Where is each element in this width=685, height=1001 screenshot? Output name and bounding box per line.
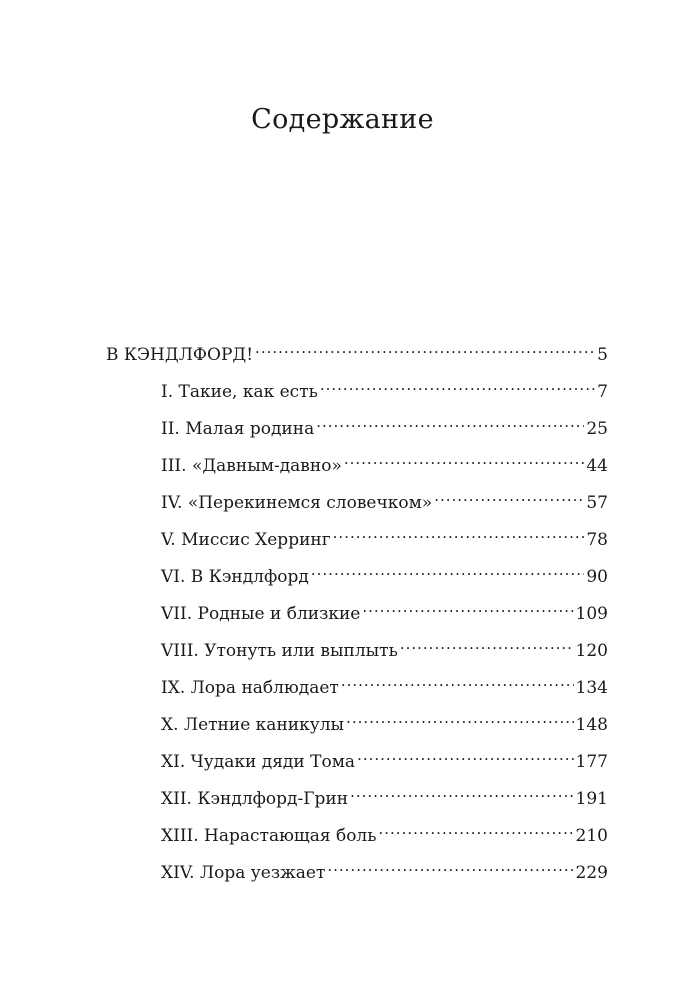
- toc-entry-title: I. Такие, как есть: [161, 382, 318, 402]
- dot-leader: [379, 819, 574, 841]
- dot-leader: [327, 856, 573, 878]
- toc-entry-page: 148: [575, 715, 608, 735]
- toc-entry-page: 120: [575, 641, 608, 661]
- toc-entry[interactable]: [161, 819, 608, 847]
- toc-entry-title: VII. Родные и близкие: [161, 604, 361, 624]
- toc-entry[interactable]: [161, 782, 608, 810]
- toc-entry-page: 90: [586, 567, 608, 587]
- page-title: Содержание: [251, 104, 434, 135]
- dot-leader: [316, 412, 584, 434]
- dot-leader: [344, 449, 585, 471]
- toc-entry-title: XI. Чудаки дяди Тома: [161, 752, 356, 772]
- toc-entry[interactable]: [161, 745, 608, 773]
- toc-entry[interactable]: [161, 560, 608, 588]
- dot-leader: [346, 708, 573, 730]
- dot-leader: [341, 671, 574, 693]
- toc-entry[interactable]: [161, 708, 608, 736]
- toc-entry[interactable]: [161, 671, 608, 699]
- toc-entry-title: VI. В Кэндлфорд: [161, 567, 309, 587]
- toc-entry-title: XIII. Нарастающая боль: [161, 826, 377, 846]
- toc-entry-title: IX. Лора наблюдает: [161, 678, 339, 698]
- dot-leader: [311, 560, 584, 582]
- toc-entry[interactable]: [161, 597, 608, 625]
- toc-entry-page: 109: [575, 604, 608, 624]
- dot-leader: [362, 597, 573, 619]
- dot-leader: [434, 486, 584, 508]
- toc-entry-title: IV. «Перекинемся словечком»: [161, 493, 433, 513]
- toc-entry-page: 134: [575, 678, 608, 698]
- toc-entry[interactable]: [161, 856, 608, 884]
- toc-entry-page: 78: [586, 530, 608, 550]
- dot-leader: [333, 523, 585, 545]
- toc-entry-title: XII. Кэндлфорд-Грин: [161, 789, 349, 809]
- toc-entry-title: V. Миссис Херринг: [161, 530, 331, 550]
- toc-entry[interactable]: [161, 449, 608, 477]
- toc-entry-page: 177: [575, 752, 608, 772]
- toc-entry-title: III. «Давным-давно»: [161, 456, 342, 476]
- toc-entry-page: 229: [575, 863, 608, 883]
- toc-entry[interactable]: [161, 412, 608, 440]
- toc-entry-part[interactable]: [106, 338, 608, 366]
- toc-entry-page: 191: [575, 789, 608, 809]
- dot-leader: [255, 338, 595, 360]
- toc-entry-title: II. Малая родина: [161, 419, 315, 439]
- toc-entry[interactable]: [161, 486, 608, 514]
- toc-entry-page: 25: [586, 419, 608, 439]
- toc-entry-page: 7: [597, 382, 608, 402]
- toc-entry[interactable]: [161, 375, 608, 403]
- toc-entry-page: 5: [597, 345, 608, 365]
- toc-entry[interactable]: [161, 523, 608, 551]
- toc-entry[interactable]: [161, 634, 608, 662]
- toc-entry-title: VIII. Утонуть или выплыть: [161, 641, 398, 661]
- dot-leader: [400, 634, 574, 656]
- dot-leader: [350, 782, 573, 804]
- dot-leader: [320, 375, 595, 397]
- toc-entry-page: 57: [586, 493, 608, 513]
- toc-entry-title: X. Летние каникулы: [161, 715, 345, 735]
- toc-entry-title: В КЭНДЛФОРД!: [106, 345, 254, 365]
- toc-entry-page: 44: [586, 456, 608, 476]
- dot-leader: [357, 745, 573, 767]
- toc-entry-title: XIV. Лора уезжает: [161, 863, 326, 883]
- toc-entry-page: 210: [575, 826, 608, 846]
